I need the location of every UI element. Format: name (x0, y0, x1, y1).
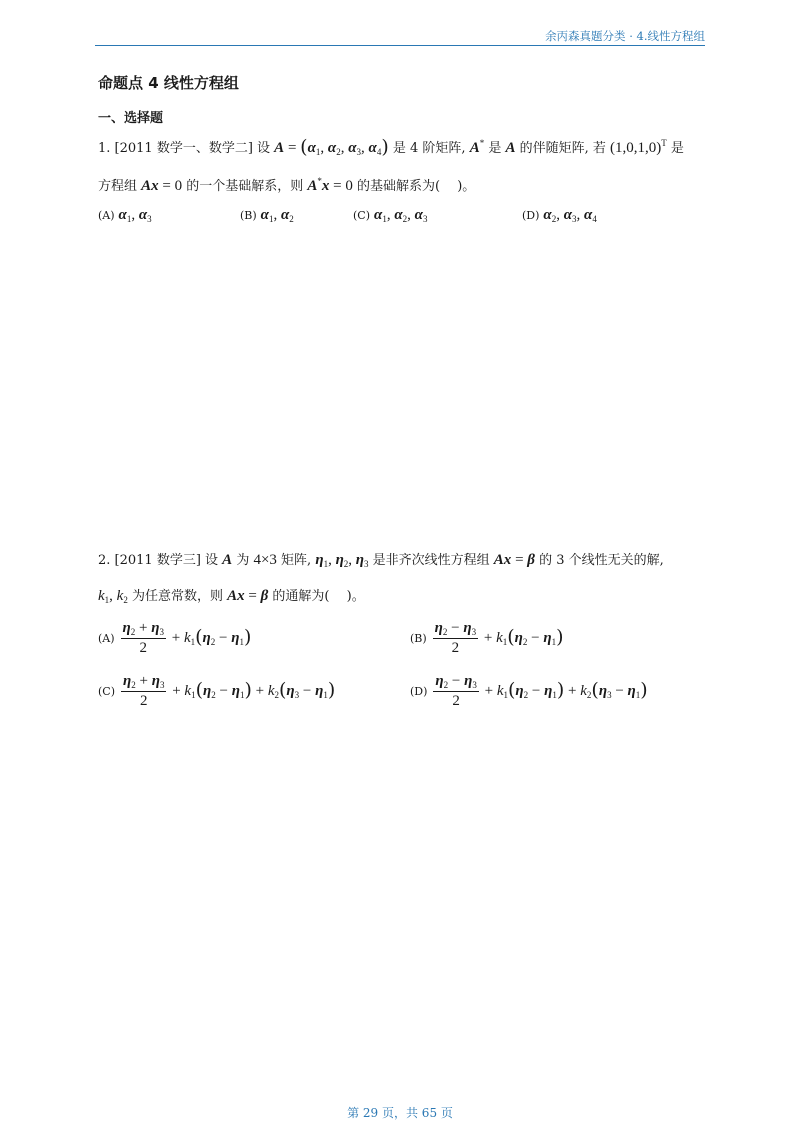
question-2-line-2: $k_1$, $k_2$ 为任意常数，则 Ax = β 的通解为( )。 (98, 588, 365, 605)
page-header: 余丙森真题分类 · 4.线性方程组 (545, 29, 705, 43)
q2-option-c[interactable]: (C) $\frac{\eta_2 + \eta_3}{2}$ + $k_1(\eta_2 - \eta_1) + k_2(\eta_3 - \eta_1)$ (98, 673, 336, 709)
question-1-line-2: 方程组 Ax = 0 的一个基础解系，则 A*x = 0 的基础解系为( )。 (98, 176, 476, 194)
q2-option-a[interactable]: (A) $\frac{\eta_2 + \eta_3}{2}$ + $k_1(\eta_2 - \eta_1)$ (98, 620, 252, 656)
question-1-line-1: 1. [2011 数学一、数学二] 设 $A = (\alpha_1$, $\alpha_2$, $\alpha_3$, $\alpha_4$) 是 4 阶矩阵, A* 是 A 的伴随矩阵, 若 $(1,0,1,0)^T$ 是 (98, 136, 684, 158)
page-footer: 第 29 页，共 65 页 (347, 1106, 453, 1120)
solution-vectors: $\eta_1$, $\eta_2$, $\eta_3$ (315, 552, 369, 569)
q1-option-a[interactable]: (A) $\alpha_1$, $\alpha_3$ (98, 207, 152, 224)
matrix-a-definition: $A = (\alpha_1$, $\alpha_2$, $\alpha_3$, $\alpha_4$) (274, 136, 389, 158)
topic-title: 命题点 4 线性方程组 (98, 74, 239, 92)
solution-vector: $(1,0,1,0)^T$ (610, 138, 667, 156)
adjoint-matrix: A* (469, 138, 485, 156)
q1-option-c[interactable]: (C) $\alpha_1$, $\alpha_2$, $\alpha_3$ (353, 207, 428, 224)
q1-option-b[interactable]: (B) $\alpha_1$, $\alpha_2$ (240, 207, 294, 224)
q1-option-d[interactable]: (D) $\alpha_2$, $\alpha_3$, $\alpha_4$ (522, 207, 597, 224)
q2-option-b[interactable]: (B) $\frac{\eta_2 - \eta_3}{2}$ + $k_1(\eta_2 - \eta_1)$ (410, 620, 564, 656)
question-2-line-1: 2. [2011 数学三] 设 A 为 4×3 矩阵, $\eta_1$, $\eta_2$, $\eta_3$ 是非齐次线性方程组 Ax = β 的 3 个线性无关的解, (98, 552, 664, 569)
q2-option-d[interactable]: (D) $\frac{\eta_2 - \eta_3}{2}$ + $k_1(\eta_2 - \eta_1) + k_2(\eta_3 - \eta_1)$ (410, 673, 648, 709)
header-divider (95, 45, 705, 46)
section-heading: 一、选择题 (98, 111, 164, 126)
